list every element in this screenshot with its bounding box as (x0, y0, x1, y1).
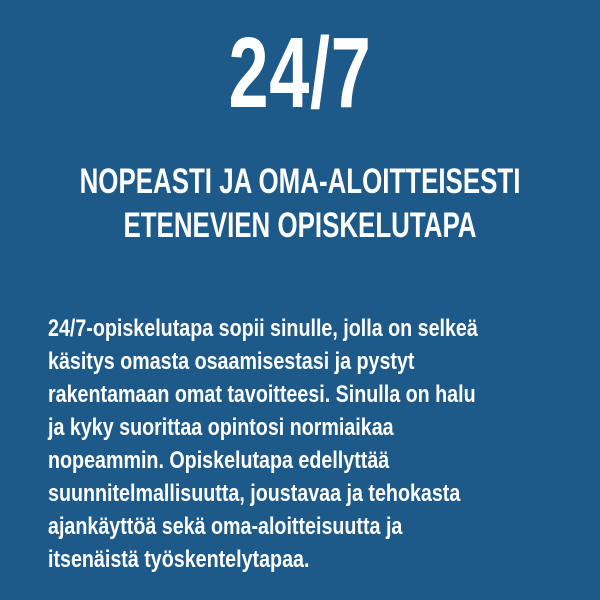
body-paragraph (48, 312, 478, 576)
body-line: 24/7-opiskelutapa sopii sinulle, jolla on selkeä (48, 315, 478, 342)
headline: 24/7 (228, 17, 372, 129)
body-line: nopeammin. Opiskelutapa edellyttää (48, 447, 390, 474)
body-line: rakentamaan omat tavoitteesi. Sinulla on halu (48, 381, 476, 408)
subtitle-line: ETENEVIEN OPISKELUTAPA (123, 206, 477, 245)
body-line: suunnitelmallisuutta, joustavaa ja tehokasta (48, 480, 461, 507)
subtitle-line: NOPEASTI JA OMA-ALOITTEISESTI (79, 162, 521, 201)
subtitle (78, 160, 522, 248)
body-line: ajankäyttöä sekä oma-aloitteisuutta ja (48, 513, 403, 540)
body-line: ja kyky suorittaa opintosi normiaikaa (48, 414, 394, 441)
body-line: itsenäistä työskentelytapaa. (48, 546, 310, 573)
body-line: käsitys omasta osaamisestasi ja pystyt (48, 348, 415, 375)
